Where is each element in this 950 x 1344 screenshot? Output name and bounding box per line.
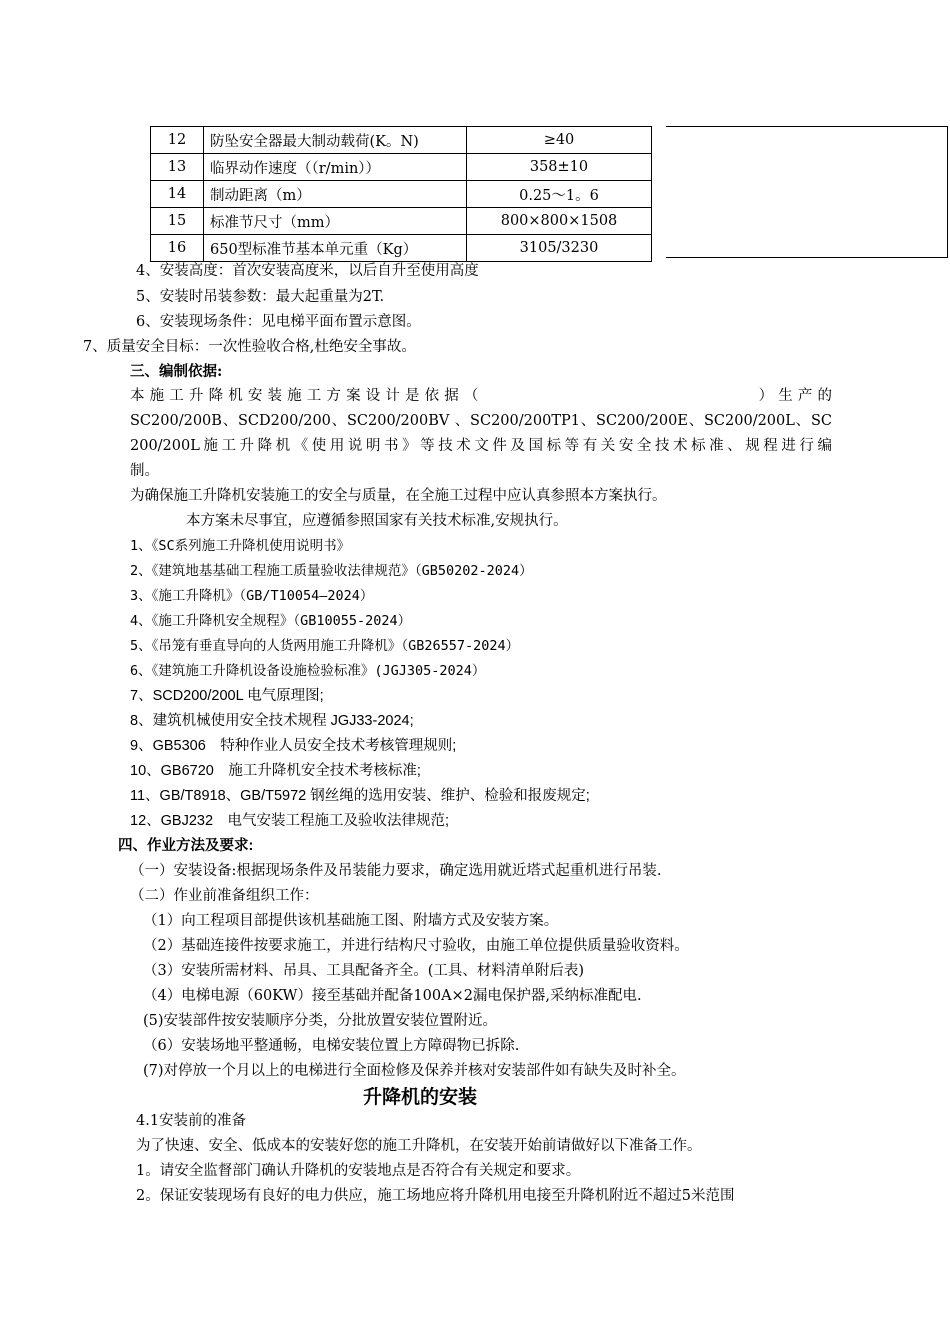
table-side-cell [666, 126, 948, 258]
row-value: 358±10 [467, 154, 652, 181]
section3-para1-line: 本施工升降机安装施工方案设计是依据（ ）生产的 [130, 388, 832, 404]
install-step: 2。保证安装现场有良好的电力供应，施工场地应将升降机用电接至升降机附近不超过5米范围 [136, 1188, 735, 1204]
quality-goal-line: 7、质量安全目标：一次性验收合格,杜绝安全事故。 [83, 339, 416, 355]
table-row [151, 208, 652, 235]
section3-para3: 本方案未尽事宜，应遵循参照国家有关技术标准,安规执行。 [186, 513, 568, 529]
section3-para1-line: SC200/200B、SCD200/200、SC200/200BV 、SC200/200TP1、SC200/200E、SC200/200L、SC [130, 413, 832, 429]
section4-title: 四、作业方法及要求: [118, 838, 254, 854]
reference-item: 11、GB/T8918、GB/T5972 钢丝绳的选用安装、维护、检验和报废规定; [130, 788, 590, 804]
table-row [151, 154, 652, 181]
install-step: 1。请安全监督部门确认升降机的安装地点是否符合有关规定和要求。 [136, 1163, 581, 1179]
reference-item: 7、SCD200/200L 电气原理图; [130, 688, 324, 704]
section4-item: (7)对停放一个月以上的电梯进行全面检修及保养并核对安装部件如有缺失及时补全。 [143, 1063, 686, 1079]
site-condition-line: 6、安装现场条件：见电梯平面布置示意图。 [136, 314, 421, 330]
install-subheading: 4.1安装前的准备 [136, 1113, 247, 1129]
reference-item: 3、《施工升降机》（GB/T10054—2024） [130, 588, 374, 604]
reference-item: 4、《施工升降机安全规程》（GB10055-2024） [130, 613, 412, 629]
spec-table [150, 126, 652, 262]
row-name: 650型标准节基本单元重（Kg） [204, 235, 467, 262]
row-number: 14 [151, 181, 204, 208]
reference-item: 8、建筑机械使用安全技术规程 JGJ33-2024; [130, 713, 414, 729]
install-heading: 升降机的安装 [362, 1086, 477, 1108]
table-row [151, 127, 652, 154]
install-height-line: 4、安装高度：首次安装高度米，以后自升至使用高度 [136, 263, 479, 279]
row-name: 防坠安全器最大制动载荷(K。N) [204, 127, 467, 154]
lift-param-line: 5、安装时吊装参数：最大起重量为2T. [136, 289, 385, 305]
section3-title: 三、编制依据: [130, 363, 223, 380]
row-value: 0.25～1。6 [467, 181, 652, 208]
table-row [151, 181, 652, 208]
row-name: 制动距离（m） [204, 181, 467, 208]
row-value: 800×800×1508 [467, 208, 652, 235]
row-number: 12 [151, 127, 204, 154]
reference-item: 1、《SC系列施工升降机使用说明书》 [130, 538, 351, 554]
row-number: 15 [151, 208, 204, 235]
reference-item: 2、《建筑地基基础工程施工质量验收法律规范》（GB50202-2024） [130, 563, 533, 579]
row-value: ≥40 [467, 127, 652, 154]
row-name: 标准节尺寸（mm） [204, 208, 467, 235]
section3-para1-line: 制。 [130, 463, 159, 479]
section3-para2: 为确保施工升降机安装施工的安全与质量，在全施工过程中应认真参照本方案执行。 [130, 488, 667, 504]
section3-para1-line: 200/200L施工升降机《使用说明书》等技术文件及国标等有关安全技术标准、规程进行编 [130, 438, 832, 454]
row-number: 13 [151, 154, 204, 181]
reference-item: 5、《吊笼有垂直导向的人货两用施工升降机》（GB26557-2024） [130, 638, 520, 654]
section4-item: （1）向工程项目部提供该机基础施工图、附墙方式及安装方案。 [143, 913, 559, 929]
section4-item: （2）基础连接件按要求施工，并进行结构尺寸验收，由施工单位提供质量验收资料。 [143, 938, 689, 954]
section4-item: （二）作业前准备组织工作： [130, 888, 319, 904]
reference-item: 10、GB6720 施工升降机安全技术考核标准; [130, 763, 421, 779]
section4-item: （3）安装所需材料、吊具、工具配备齐全。(工具、材料清单附后表) [143, 963, 585, 979]
table-row [151, 235, 652, 262]
row-name: 临界动作速度（（r/min）） [204, 154, 467, 181]
reference-item: 9、GB5306 特种作业人员安全技术考核管理规则; [130, 738, 457, 754]
reference-item: 6、《建筑施工升降机设备设施检验标准》(JGJ305-2024） [130, 663, 486, 679]
section4-item: （4）电梯电源（60KW）接至基础并配备100A×2漏电保护器,采纳标准配电. [143, 988, 642, 1004]
row-value: 3105/3230 [467, 235, 652, 262]
section4-item: （6）安装场地平整通畅，电梯安装位置上方障碍物已拆除. [143, 1038, 520, 1054]
section4-item: (5)安装部件按安装顺序分类，分批放置安装位置附近。 [143, 1013, 498, 1029]
install-intro: 为了快速、安全、低成本的安装好您的施工升降机，在安装开始前请做好以下准备工作。 [136, 1138, 702, 1154]
section4-item: （一）安装设备:根据现场条件及吊装能力要求，确定选用就近塔式起重机进行吊装. [130, 863, 662, 879]
reference-item: 12、GBJ232 电气安装工程施工及验收法律规范; [130, 813, 450, 829]
row-number: 16 [151, 235, 204, 262]
